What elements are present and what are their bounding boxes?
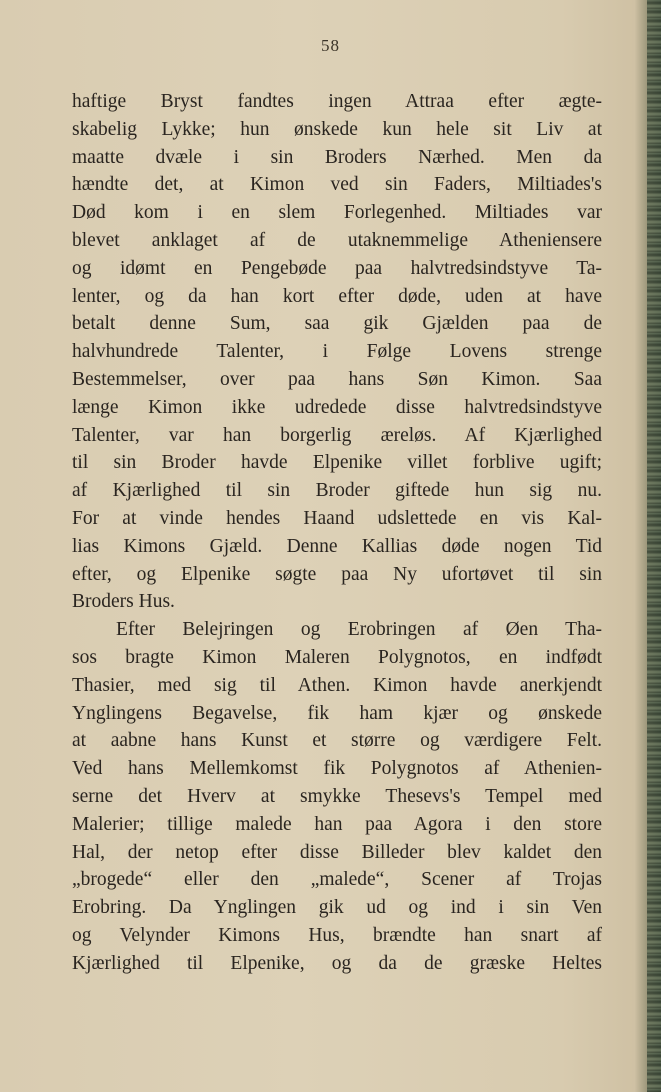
text-line: Thasier, med sig til Athen. Kimon havde anerkjendt: [72, 674, 602, 696]
text-line: serne det Hverv at smykke Thesevs's Tempel med: [72, 785, 602, 807]
text-line: halvhundrede Talenter, i Følge Lovens strenge: [72, 341, 602, 363]
text-line: Hal, der netop efter disse Billeder blev kaldet den: [72, 841, 602, 863]
text-line: Ved hans Mellemkomst fik Polygnotos af Athenien-: [72, 758, 602, 780]
text-line: „brogede“ eller den „malede“, Scener af Trojas: [72, 869, 602, 891]
text-line: Efter Belejringen og Erobringen af Øen Tha-: [116, 619, 602, 641]
text-line: Erobring. Da Ynglingen gik ud og ind i sin Ven: [72, 897, 602, 919]
body-text: [72, 88, 602, 978]
page-edge: [647, 0, 661, 1092]
text-line: og Velynder Kimons Hus, brændte han snart af: [72, 924, 602, 946]
text-line: længe Kimon ikke udredede disse halvtredsindstyve: [72, 396, 602, 418]
text-line: skabelig Lykke; hun ønskede kun hele sit Liv at: [72, 118, 602, 140]
text-line: til sin Broder havde Elpenike villet forblive ugift;: [72, 452, 602, 474]
text-line: For at vinde hendes Haand udslettede en vis Kal-: [72, 507, 602, 529]
text-line: betalt denne Sum, saa gik Gjælden paa de: [72, 313, 602, 335]
text-line: sos bragte Kimon Maleren Polygnotos, en indfødt: [72, 646, 602, 668]
text-line: Talenter, var han borgerlig æreløs. Af Kjærlighed: [72, 424, 602, 446]
text-line: hændte det, at Kimon ved sin Faders, Miltiades's: [72, 174, 602, 196]
text-line: Broders Hus.: [72, 591, 175, 613]
text-line: efter, og Elpenike søgte paa Ny ufortøvet til sin: [72, 563, 602, 585]
text-line: af Kjærlighed til sin Broder giftede hun sig nu.: [72, 480, 602, 502]
text-line: Kjærlighed til Elpenike, og da de græske Heltes: [72, 952, 602, 974]
text-line: maatte dvæle i sin Broders Nærhed. Men da: [72, 146, 602, 168]
text-line: blevet anklaget af de utaknemmelige Atheniensere: [72, 229, 602, 251]
text-line: Bestemmelser, over paa hans Søn Kimon. Saa: [72, 368, 602, 390]
text-line: haftige Bryst fandtes ingen Attraa efter ægte-: [72, 91, 602, 112]
text-line: og idømt en Pengebøde paa halvtredsindstyve Ta-: [72, 257, 602, 279]
text-line: lias Kimons Gjæld. Denne Kallias døde nogen Tid: [72, 535, 602, 557]
page-number: 58: [321, 36, 340, 55]
text-line: Malerier; tillige malede han paa Agora i den store: [72, 813, 602, 835]
text-line: lenter, og da han kort efter døde, uden at have: [72, 285, 602, 307]
text-line: Ynglingens Begavelse, fik ham kjær og ønskede: [72, 702, 602, 724]
text-line: at aabne hans Kunst et større og værdigere Felt.: [72, 730, 602, 752]
text-line: Død kom i en slem Forlegenhed. Miltiades var: [72, 202, 602, 224]
